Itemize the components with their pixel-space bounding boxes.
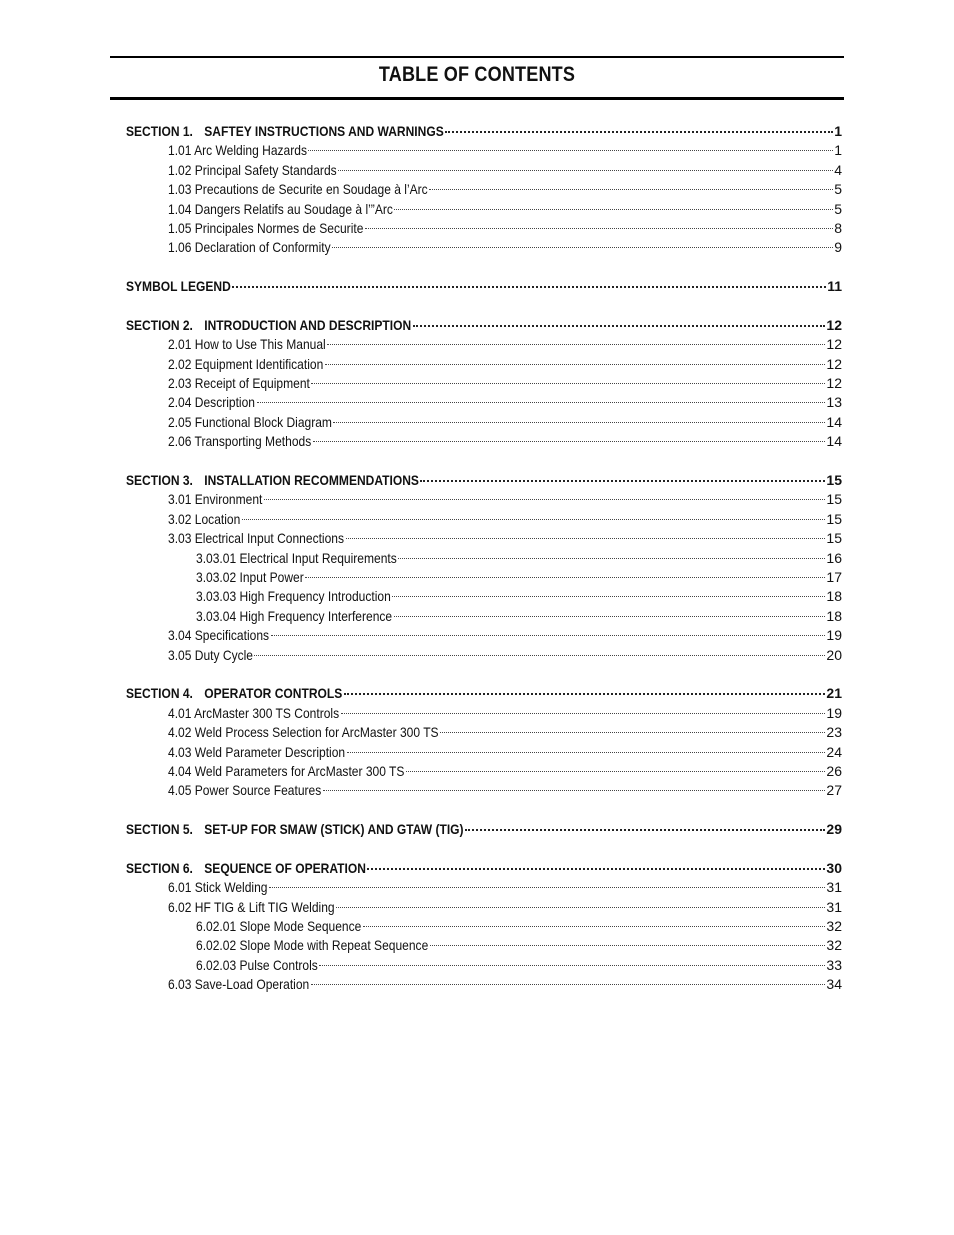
toc-subsection-entry[interactable] — [126, 587, 842, 606]
subsection-label: 1.01 Arc Welding Hazards — [168, 142, 307, 159]
subsection-label: 3.02 Location — [168, 510, 241, 527]
dot-leader — [269, 886, 825, 888]
dot-leader — [311, 983, 825, 985]
page-number: 1 — [834, 142, 842, 159]
section-label — [126, 820, 464, 839]
toc-section-entry[interactable] — [126, 277, 842, 296]
dot-leader — [344, 692, 825, 695]
page-number: 15 — [826, 491, 842, 508]
section-title: INTRODUCTION AND DESCRIPTION — [204, 316, 412, 333]
toc-subsection-entry[interactable] — [126, 878, 842, 897]
toc-subsection-entry[interactable] — [126, 374, 842, 393]
toc-subsection-entry[interactable] — [126, 219, 842, 238]
section-title: INSTALLATION RECOMMENDATIONS — [204, 472, 419, 489]
section-gap — [126, 452, 842, 471]
dot-leader — [394, 208, 833, 210]
top-rule — [110, 56, 844, 58]
page-number: 15 — [826, 530, 842, 547]
dot-leader — [242, 518, 825, 520]
toc-section-entry[interactable] — [126, 316, 842, 335]
section-gap — [126, 258, 842, 277]
dot-leader — [264, 498, 825, 500]
page-number: 29 — [826, 821, 842, 838]
dot-leader — [363, 925, 825, 927]
toc-subsection-entry[interactable] — [126, 180, 842, 199]
subsection-label: 1.02 Principal Safety Standards — [168, 161, 337, 178]
dot-leader — [346, 537, 825, 539]
dot-leader — [365, 227, 833, 229]
toc-subsection-entry[interactable] — [126, 898, 842, 917]
toc-subsection-entry[interactable] — [126, 956, 842, 975]
section-label — [126, 471, 419, 490]
page-number: 31 — [826, 898, 842, 915]
dot-leader — [341, 712, 825, 714]
toc-subsection-entry[interactable] — [126, 626, 842, 645]
dot-leader — [323, 789, 825, 791]
subsection-label: 4.05 Power Source Features — [168, 782, 322, 799]
toc-section-entry[interactable] — [126, 471, 842, 490]
page-number: 4 — [834, 161, 842, 178]
section-label — [126, 316, 412, 335]
subsection-label: 3.05 Duty Cycle — [168, 646, 253, 663]
subsection-label: 6.02.01 Slope Mode Sequence — [196, 918, 362, 935]
page-number: 18 — [826, 607, 842, 624]
subsection-label: 3.03.03 High Frequency Introduction — [196, 588, 391, 605]
subsection-label: 3.04 Specifications — [168, 627, 270, 644]
page-number: 12 — [826, 355, 842, 372]
page-number: 32 — [826, 918, 842, 935]
page-number: 34 — [826, 976, 842, 993]
page-number: 8 — [834, 219, 842, 236]
dot-leader — [465, 828, 825, 831]
dot-leader — [319, 964, 825, 966]
page-number: 12 — [826, 316, 842, 333]
page-number: 26 — [826, 762, 842, 779]
dot-leader — [413, 324, 825, 327]
bottom-rule — [110, 97, 844, 100]
toc-subsection-entry[interactable] — [126, 238, 842, 257]
section-number: SECTION 4. — [126, 685, 193, 702]
subsection-label: 1.06 Declaration of Conformity — [168, 239, 331, 256]
subsection-label: 6.01 Stick Welding — [168, 879, 268, 896]
toc-subsection-entry[interactable] — [126, 975, 842, 994]
toc-subsection-entry[interactable] — [126, 917, 842, 936]
dot-leader — [394, 615, 825, 617]
section-label — [126, 684, 343, 703]
subsection-label: 2.02 Equipment Identification — [168, 355, 324, 372]
page-number: 12 — [826, 375, 842, 392]
toc-subsection-entry[interactable] — [126, 141, 842, 160]
toc-subsection-entry[interactable] — [126, 568, 842, 587]
dot-leader — [232, 285, 826, 288]
page-number: 32 — [826, 937, 842, 954]
table-of-contents — [126, 122, 842, 995]
toc-section-entry[interactable] — [126, 820, 842, 839]
section-label — [126, 859, 366, 878]
page-number: 33 — [826, 956, 842, 973]
toc-subsection-entry[interactable] — [126, 704, 842, 723]
subsection-label: 4.01 ArcMaster 300 TS Controls — [168, 704, 340, 721]
dot-leader — [305, 576, 825, 578]
dot-leader — [257, 401, 825, 403]
page-number: 19 — [826, 627, 842, 644]
toc-subsection-entry[interactable] — [126, 723, 842, 742]
toc-subsection-entry[interactable] — [126, 781, 842, 800]
toc-subsection-entry[interactable] — [126, 762, 842, 781]
section-title: OPERATOR CONTROLS — [204, 685, 343, 702]
subsection-label: 2.04 Description — [168, 394, 256, 411]
subsection-label: 2.06 Transporting Methods — [168, 433, 312, 450]
subsection-label: 3.01 Environment — [168, 491, 263, 508]
page-number: 14 — [826, 413, 842, 430]
dot-leader — [440, 731, 825, 733]
subsection-label: 3.03.02 Input Power — [196, 568, 304, 585]
page-number: 31 — [826, 879, 842, 896]
page-number: 15 — [826, 472, 842, 489]
toc-subsection-entry[interactable] — [126, 646, 842, 665]
page-number: 11 — [827, 278, 842, 295]
dot-leader — [332, 246, 833, 248]
toc-subsection-entry[interactable] — [126, 529, 842, 548]
section-title: SET-UP FOR SMAW (STICK) AND GTAW (TIG) — [204, 821, 464, 838]
page-number: 17 — [826, 568, 842, 585]
subsection-label: 3.03.01 Electrical Input Requirements — [196, 549, 397, 566]
subsection-label: 4.03 Weld Parameter Description — [168, 743, 346, 760]
page-number: 9 — [834, 239, 842, 256]
subsection-label: 2.01 How to Use This Manual — [168, 336, 326, 353]
subsection-label: 3.03.04 High Frequency Interference — [196, 607, 393, 624]
dot-leader — [445, 130, 833, 133]
dot-leader — [313, 440, 825, 442]
page-number: 16 — [826, 549, 842, 566]
subsection-label: 4.02 Weld Process Selection for ArcMaster 300 TS — [168, 724, 439, 741]
section-number: SECTION 1. — [126, 123, 193, 139]
section-gap — [126, 665, 842, 684]
dot-leader — [367, 867, 825, 870]
subsection-label: 1.03 Precautions de Securite en Soudage à l’Arc — [168, 181, 428, 198]
toc-subsection-entry[interactable] — [126, 413, 842, 432]
page-number: 19 — [826, 704, 842, 721]
toc-section-entry[interactable] — [126, 122, 842, 141]
page-number: 13 — [826, 394, 842, 411]
section-title: SEQUENCE OF OPERATION — [204, 859, 366, 876]
section-gap — [126, 297, 842, 316]
dot-leader — [308, 149, 833, 151]
toc-subsection-entry[interactable] — [126, 335, 842, 354]
subsection-label: 6.02.03 Pulse Controls — [196, 956, 318, 973]
section-number: SECTION 5. — [126, 821, 193, 838]
dot-leader — [406, 770, 825, 772]
dot-leader — [347, 751, 825, 753]
section-number: SECTION 2. — [126, 316, 193, 333]
toc-subsection-entry[interactable] — [126, 510, 842, 529]
page-number: 1 — [834, 123, 842, 139]
subsection-label: 6.03 Save-Load Operation — [168, 976, 310, 993]
dot-leader — [271, 634, 825, 636]
toc-subsection-entry[interactable] — [126, 393, 842, 412]
toc-subsection-entry[interactable] — [126, 743, 842, 762]
toc-subsection-entry[interactable] — [126, 161, 842, 180]
toc-section-entry[interactable] — [126, 684, 842, 703]
page-number: 14 — [826, 433, 842, 450]
section-number: SECTION 6. — [126, 859, 193, 876]
dot-leader — [420, 479, 825, 482]
subsection-label: 3.03 Electrical Input Connections — [168, 530, 345, 547]
section-title: SYMBOL LEGEND — [126, 278, 231, 295]
page-number: 21 — [826, 685, 842, 702]
dot-leader — [392, 595, 825, 597]
toc-subsection-entry[interactable] — [126, 607, 842, 626]
dot-leader — [333, 421, 825, 423]
dot-leader — [338, 169, 833, 171]
subsection-label: 2.05 Functional Block Diagram — [168, 413, 332, 430]
toc-subsection-entry[interactable] — [126, 490, 842, 509]
page-number: 5 — [834, 200, 842, 217]
page-title: TABLE OF CONTENTS — [378, 63, 576, 86]
page-number: 30 — [826, 859, 842, 876]
page-number: 18 — [826, 588, 842, 605]
dot-leader — [327, 343, 825, 345]
subsection-label: 6.02.02 Slope Mode with Repeat Sequence — [196, 937, 429, 954]
page-number: 20 — [826, 646, 842, 663]
page-number: 5 — [834, 181, 842, 198]
dot-leader — [429, 188, 833, 190]
section-label — [126, 277, 231, 296]
section-title: SAFTEY INSTRUCTIONS AND WARNINGS — [204, 123, 444, 139]
page-number: 23 — [826, 724, 842, 741]
page-number: 15 — [826, 510, 842, 527]
toc-subsection-entry[interactable] — [126, 549, 842, 568]
page-number: 27 — [826, 782, 842, 799]
subsection-label: 2.03 Receipt of Equipment — [168, 375, 310, 392]
page-number: 12 — [826, 336, 842, 353]
toc-subsection-entry[interactable] — [126, 432, 842, 451]
subsection-label: 6.02 HF TIG & Lift TIG Welding — [168, 898, 335, 915]
toc-section-entry[interactable] — [126, 859, 842, 878]
subsection-label: 1.04 Dangers Relatifs au Soudage à l’”Arc — [168, 200, 393, 217]
dot-leader — [430, 944, 825, 946]
section-gap — [126, 801, 842, 820]
section-number: SECTION 3. — [126, 472, 193, 489]
subsection-label: 1.05 Principales Normes de Securite — [168, 219, 364, 236]
toc-subsection-entry[interactable] — [126, 200, 842, 219]
page-number: 24 — [826, 743, 842, 760]
section-label — [126, 122, 444, 141]
dot-leader — [254, 654, 825, 656]
toc-subsection-entry[interactable] — [126, 936, 842, 955]
subsection-label: 4.04 Weld Parameters for ArcMaster 300 TS — [168, 762, 405, 779]
dot-leader — [398, 557, 825, 559]
toc-subsection-entry[interactable] — [126, 355, 842, 374]
dot-leader — [311, 382, 825, 384]
section-gap — [126, 839, 842, 858]
dot-leader — [325, 363, 825, 365]
dot-leader — [336, 906, 825, 908]
